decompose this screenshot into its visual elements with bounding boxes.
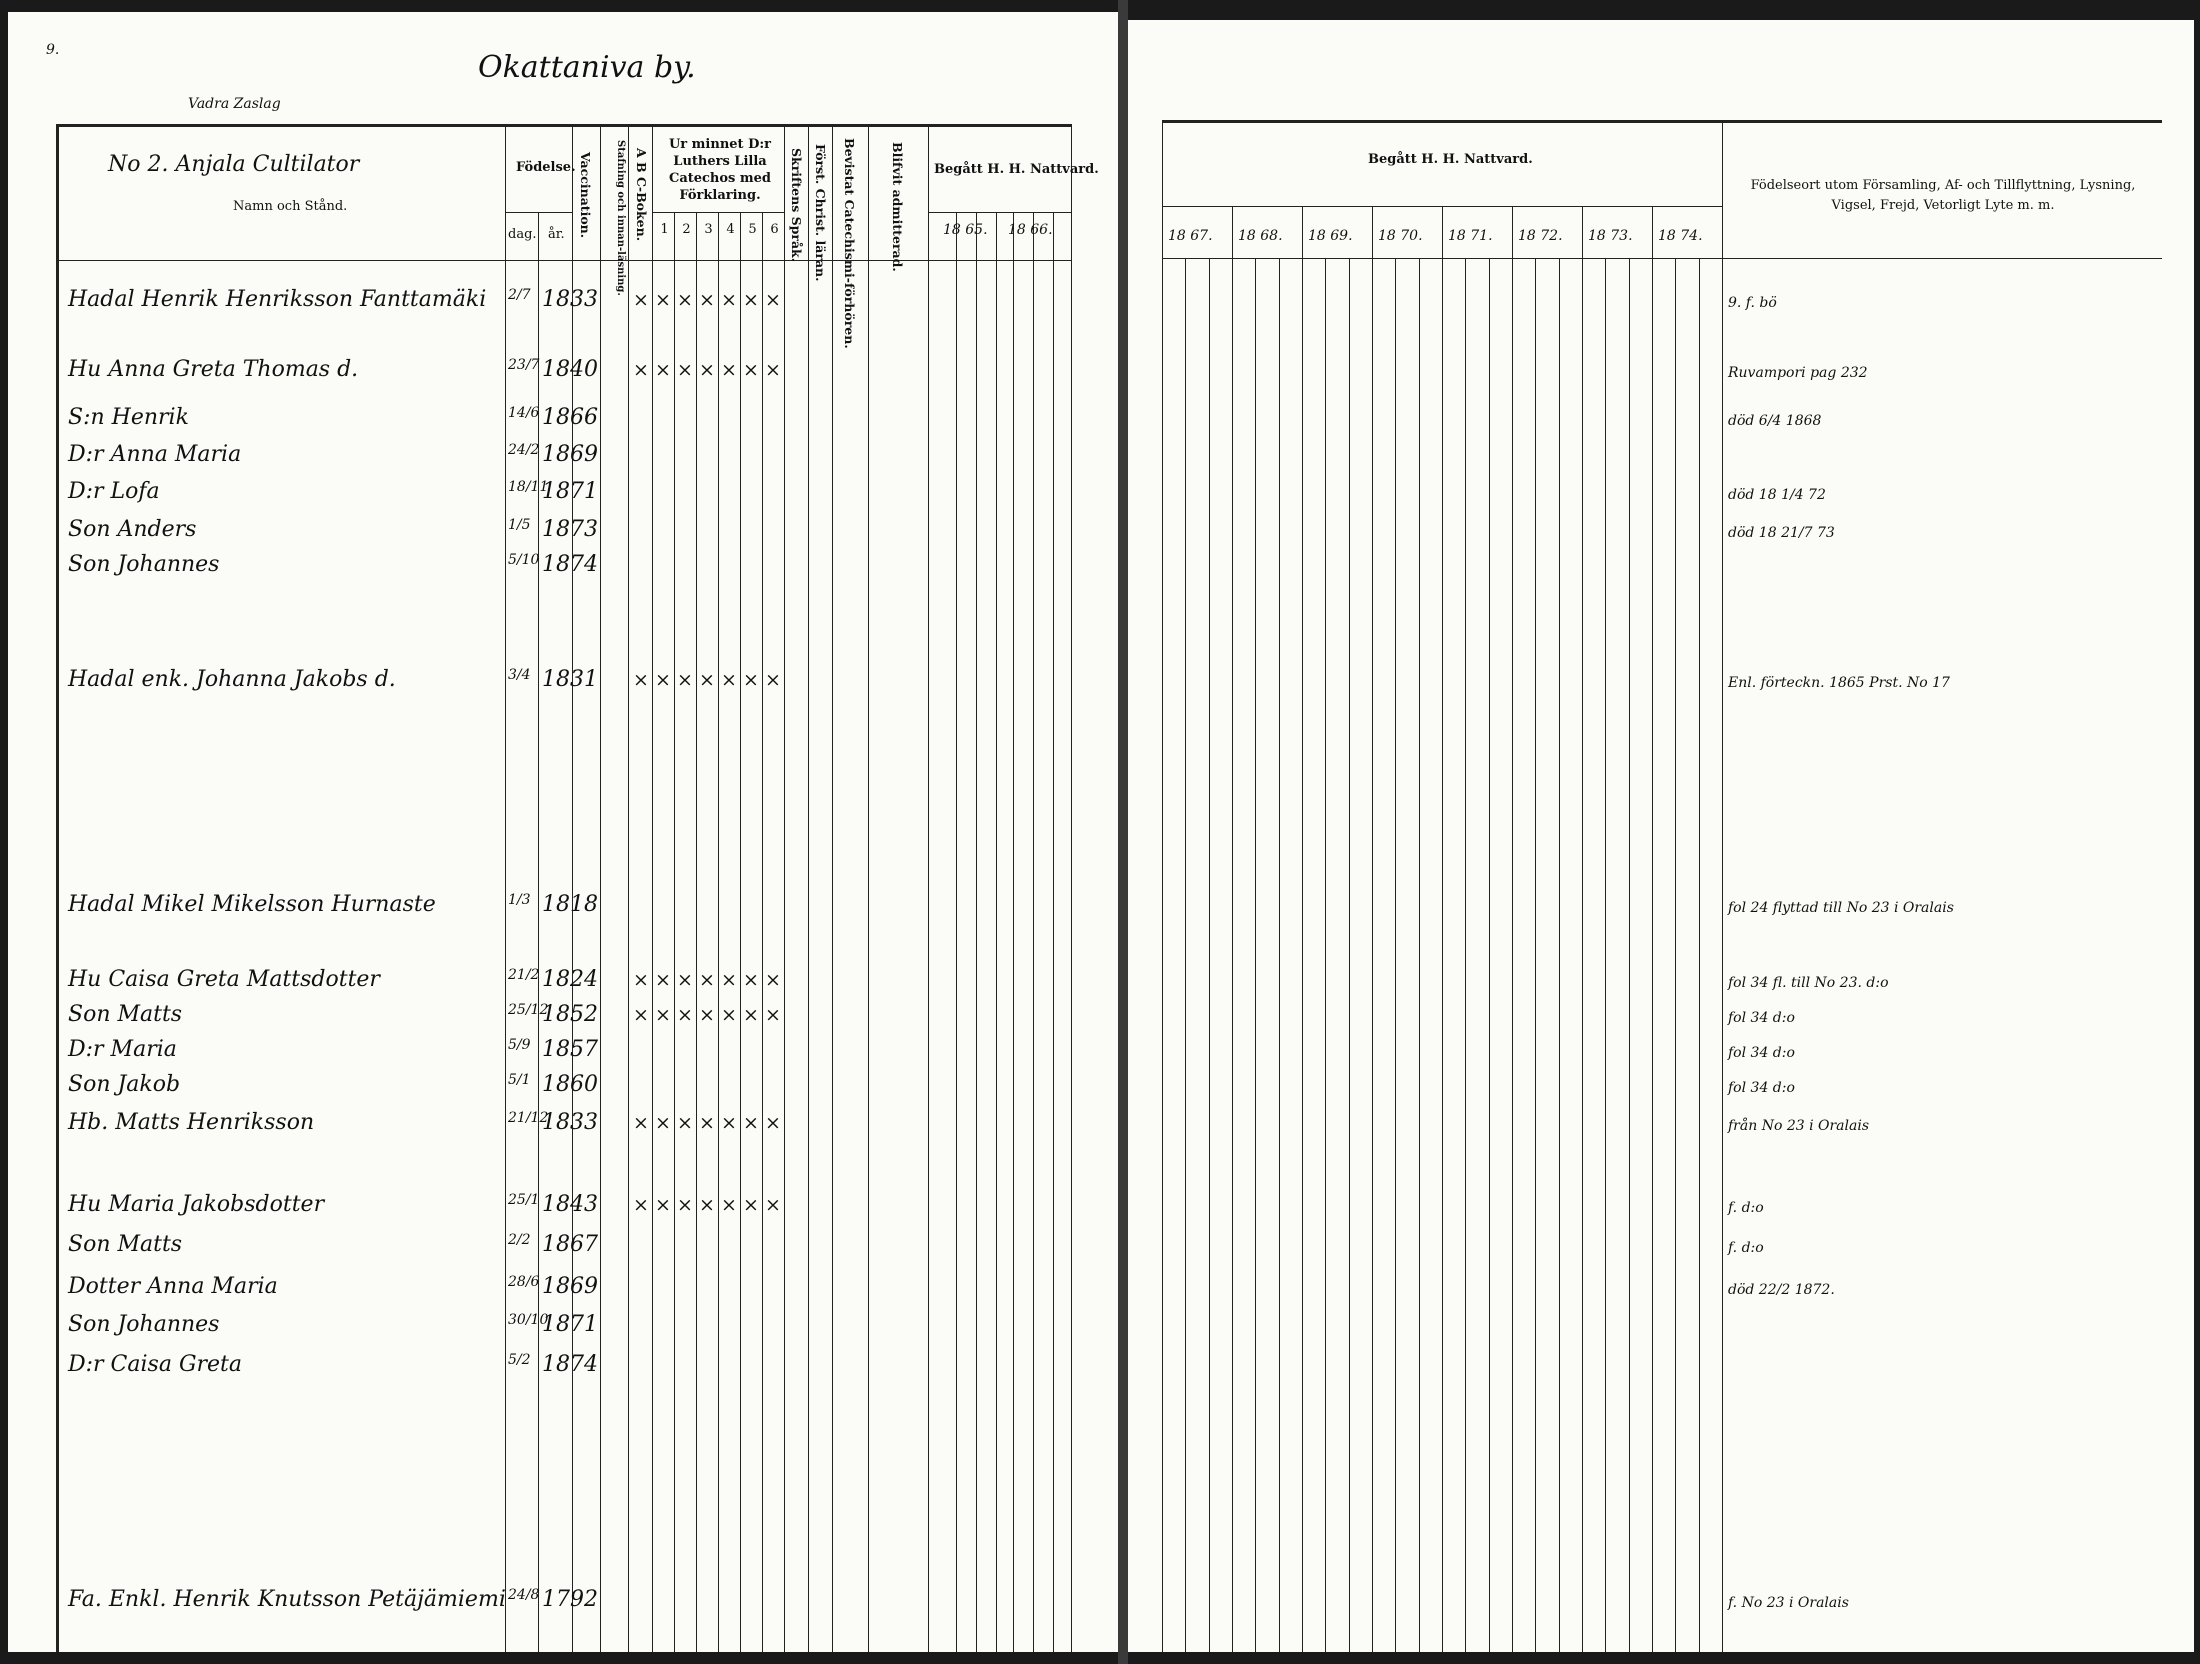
catechism-mark: × bbox=[699, 1194, 715, 1216]
catechism-mark: × bbox=[655, 969, 671, 991]
birth-year: 1869 bbox=[542, 1274, 598, 1299]
right-page bbox=[1128, 20, 2194, 1652]
person-name: S:n Henrik bbox=[68, 405, 189, 430]
notes-entry: Enl. förteckn. 1865 Prst. No 17 bbox=[1728, 675, 1950, 691]
birth-year: 1871 bbox=[542, 479, 598, 504]
notes-entry: fol 34 fl. till No 23. d:o bbox=[1728, 975, 1889, 991]
catechism-mark: × bbox=[699, 289, 715, 311]
notes-entry: fol 24 flyttad till No 23 i Oralais bbox=[1728, 900, 1954, 916]
birth-year: 1874 bbox=[542, 552, 598, 577]
birth-day: 24/2 bbox=[508, 442, 540, 458]
notes-entry: fol 34 d:o bbox=[1728, 1045, 1795, 1061]
catechism-mark: × bbox=[655, 669, 671, 691]
birth-year: 1831 bbox=[542, 667, 598, 692]
birth-day: 1/5 bbox=[508, 517, 531, 533]
notes-entry: fol 34 d:o bbox=[1728, 1010, 1795, 1026]
catechism-mark: × bbox=[743, 669, 759, 691]
notes-entry: f. d:o bbox=[1728, 1240, 1764, 1256]
birth-year: 1871 bbox=[542, 1312, 598, 1337]
birth-day: 21/12 bbox=[508, 1110, 549, 1126]
birth-day: 28/6 bbox=[508, 1274, 540, 1290]
birth-day: 5/2 bbox=[508, 1352, 531, 1368]
birth-day: 23/7 bbox=[508, 357, 540, 373]
page-number: 9. bbox=[46, 42, 60, 58]
catechism-col-1: 1 bbox=[660, 222, 669, 237]
notes-entry: Ruvampori pag 232 bbox=[1728, 365, 1868, 381]
year-column-header: 18 71. bbox=[1448, 228, 1493, 244]
birth-year: 1869 bbox=[542, 442, 598, 467]
person-name: Hu Caisa Greta Mattsdotter bbox=[68, 967, 380, 992]
communion-header-right: Begått H. H. Nattvard. bbox=[1368, 152, 1533, 167]
year-header: år. bbox=[548, 227, 565, 242]
birth-year: 1818 bbox=[542, 892, 598, 917]
birth-year: 1866 bbox=[542, 405, 598, 430]
person-name: Fa. Enkl. Henrik Knutsson Petäjämiemi bbox=[68, 1587, 506, 1612]
birth-day: 2/7 bbox=[508, 287, 531, 303]
catechism-col-2: 2 bbox=[682, 222, 691, 237]
catechism-mark: × bbox=[699, 1004, 715, 1026]
subtitle: Vadra Zaslag bbox=[188, 96, 281, 112]
household-heading: No 2. Anjala Cultilator bbox=[108, 152, 360, 177]
names-column-header: Namn och Stånd. bbox=[233, 199, 348, 214]
person-name: Hadal enk. Johanna Jakobs d. bbox=[68, 667, 396, 692]
catechism-mark: × bbox=[655, 1194, 671, 1216]
catechism-mark: × bbox=[699, 359, 715, 381]
catechism-mark: × bbox=[655, 1112, 671, 1134]
birth-year: 1860 bbox=[542, 1072, 598, 1097]
notes-entry: 9. f. bö bbox=[1728, 295, 1777, 311]
birth-year: 1840 bbox=[542, 357, 598, 382]
year-column-header: 18 70. bbox=[1378, 228, 1423, 244]
person-name: Son Johannes bbox=[68, 1312, 220, 1337]
notes-entry: f. No 23 i Oralais bbox=[1728, 1595, 1849, 1611]
catechism-mark: × bbox=[743, 969, 759, 991]
birth-year: 1833 bbox=[542, 1110, 598, 1135]
catechism-mark: × bbox=[633, 359, 649, 381]
catechism-mark: × bbox=[677, 289, 693, 311]
birth-day: 2/2 bbox=[508, 1232, 531, 1248]
catechism-mark: × bbox=[743, 1004, 759, 1026]
birth-day: 1/3 bbox=[508, 892, 531, 908]
year-1866: 18 66. bbox=[1008, 222, 1053, 238]
catechism-mark: × bbox=[721, 1194, 737, 1216]
notes-entry: död 22/2 1872. bbox=[1728, 1282, 1835, 1298]
birth-year: 1792 bbox=[542, 1587, 598, 1612]
catechism-mark: × bbox=[633, 289, 649, 311]
birth-day: 25/1 bbox=[508, 1192, 540, 1208]
admitted-header: Blifvit admitterad. bbox=[890, 142, 905, 272]
communion-header-left: Begått H. H. Nattvard. bbox=[934, 162, 1099, 177]
notes-header: Födelseort utom Församling, Af- och Tillflyttning, Lysning, Vigsel, Frejd, Vetorligt Lyte m. m. bbox=[1750, 178, 2136, 213]
catechism-mark: × bbox=[633, 669, 649, 691]
catechism-mark: × bbox=[699, 969, 715, 991]
person-name: Son Johannes bbox=[68, 552, 220, 577]
year-column-header: 18 74. bbox=[1658, 228, 1703, 244]
catechism-mark: × bbox=[721, 669, 737, 691]
birth-year: 1867 bbox=[542, 1232, 598, 1257]
catechism-col-6: 6 bbox=[770, 222, 779, 237]
village-title: Okattaniva by. bbox=[478, 50, 696, 85]
catechism-mark: × bbox=[743, 1194, 759, 1216]
catechism-mark: × bbox=[721, 1004, 737, 1026]
birth-year: 1852 bbox=[542, 1002, 598, 1027]
person-name: Son Jakob bbox=[68, 1072, 181, 1097]
person-name: D:r Anna Maria bbox=[68, 442, 242, 467]
catechism-mark: × bbox=[721, 359, 737, 381]
birth-day: 14/6 bbox=[508, 405, 540, 421]
catechism-mark: × bbox=[655, 1004, 671, 1026]
catechism-mark: × bbox=[765, 669, 781, 691]
catechism-col-3: 3 bbox=[704, 222, 713, 237]
catechism-mark: × bbox=[677, 1112, 693, 1134]
christianity-header: Först. Christ. läran. bbox=[813, 144, 828, 282]
birth-day: 5/9 bbox=[508, 1037, 531, 1053]
person-name: Son Anders bbox=[68, 517, 197, 542]
birth-header: Födelse. bbox=[516, 160, 576, 175]
catechism-mark: × bbox=[765, 1004, 781, 1026]
person-name: Dotter Anna Maria bbox=[68, 1274, 278, 1299]
catechism-mark: × bbox=[743, 1112, 759, 1134]
notes-entry: död 18 1/4 72 bbox=[1728, 487, 1826, 503]
person-name: D:r Maria bbox=[68, 1037, 177, 1062]
person-name: Hadal Henrik Henriksson Fanttamäki bbox=[68, 287, 487, 312]
catechism-col-4: 4 bbox=[726, 222, 735, 237]
catechism-mark: × bbox=[721, 1112, 737, 1134]
day-header: dag. bbox=[508, 227, 537, 242]
reading-header: Stafning och innan-läsning. bbox=[615, 140, 626, 296]
birth-day: 18/11 bbox=[508, 479, 549, 495]
catechism-mark: × bbox=[699, 1112, 715, 1134]
notes-entry: fol 34 d:o bbox=[1728, 1080, 1795, 1096]
person-name: Hb. Matts Henriksson bbox=[68, 1110, 315, 1135]
person-name: D:r Lofa bbox=[68, 479, 160, 504]
birth-day: 30/10 bbox=[508, 1312, 549, 1328]
catechism-mark: × bbox=[765, 359, 781, 381]
catechism-mark: × bbox=[633, 969, 649, 991]
catechism-col-5: 5 bbox=[748, 222, 757, 237]
person-name: D:r Caisa Greta bbox=[68, 1352, 243, 1377]
catechism-mark: × bbox=[633, 1004, 649, 1026]
catechism-mark: × bbox=[677, 969, 693, 991]
catechism-mark: × bbox=[677, 1004, 693, 1026]
birth-year: 1833 bbox=[542, 287, 598, 312]
notes-entry: från No 23 i Oralais bbox=[1728, 1118, 1870, 1134]
notes-entry: död 6/4 1868 bbox=[1728, 413, 1822, 429]
year-column-header: 18 72. bbox=[1518, 228, 1563, 244]
vaccination-header: Vaccination. bbox=[578, 152, 593, 239]
birth-year: 1843 bbox=[542, 1192, 598, 1217]
year-column-header: 18 67. bbox=[1168, 228, 1213, 244]
birth-day: 3/4 bbox=[508, 667, 531, 683]
birth-year: 1857 bbox=[542, 1037, 598, 1062]
catechism-mark: × bbox=[743, 359, 759, 381]
scripture-header: Skriftens Språk. bbox=[789, 148, 804, 263]
birth-year: 1874 bbox=[542, 1352, 598, 1377]
catechism-mark: × bbox=[677, 359, 693, 381]
birth-year: 1873 bbox=[542, 517, 598, 542]
catechism-mark: × bbox=[765, 969, 781, 991]
catechism-mark: × bbox=[699, 669, 715, 691]
birth-day: 24/8 bbox=[508, 1587, 540, 1603]
catechism-mark: × bbox=[765, 1112, 781, 1134]
birth-day: 25/12 bbox=[508, 1002, 549, 1018]
year-1865: 18 65. bbox=[943, 222, 988, 238]
abc-book-header: A B C-Boken. bbox=[634, 148, 649, 242]
person-name: Hadal Mikel Mikelsson Hurnaste bbox=[68, 892, 436, 917]
catechism-mark: × bbox=[743, 289, 759, 311]
catechism-mark: × bbox=[633, 1194, 649, 1216]
catechism-mark: × bbox=[677, 1194, 693, 1216]
catechism-mark: × bbox=[655, 359, 671, 381]
book-spine bbox=[1118, 0, 1128, 1664]
notes-entry: död 18 21/7 73 bbox=[1728, 525, 1835, 541]
person-name: Hu Anna Greta Thomas d. bbox=[68, 357, 359, 382]
catechism-mark: × bbox=[765, 289, 781, 311]
catechism-header: Ur minnet D:r Luthers Lilla Catechos med Förklaring. bbox=[668, 137, 772, 203]
notes-entry: f. d:o bbox=[1728, 1200, 1764, 1216]
year-column-header: 18 69. bbox=[1308, 228, 1353, 244]
person-name: Son Matts bbox=[68, 1232, 183, 1257]
catechism-mark: × bbox=[721, 289, 737, 311]
catechism-mark: × bbox=[655, 289, 671, 311]
catechism-mark: × bbox=[721, 969, 737, 991]
birth-day: 21/2 bbox=[508, 967, 540, 983]
catechism-mark: × bbox=[765, 1194, 781, 1216]
year-column-header: 18 73. bbox=[1588, 228, 1633, 244]
year-column-header: 18 68. bbox=[1238, 228, 1283, 244]
catechism-mark: × bbox=[633, 1112, 649, 1134]
birth-day: 5/10 bbox=[508, 552, 540, 568]
left-page bbox=[8, 12, 1118, 1652]
catechism-exam-header: Bevistat Catechismi-förhören. bbox=[842, 138, 857, 349]
birth-year: 1824 bbox=[542, 967, 598, 992]
person-name: Hu Maria Jakobsdotter bbox=[68, 1192, 325, 1217]
person-name: Son Matts bbox=[68, 1002, 183, 1027]
birth-day: 5/1 bbox=[508, 1072, 531, 1088]
catechism-mark: × bbox=[677, 669, 693, 691]
